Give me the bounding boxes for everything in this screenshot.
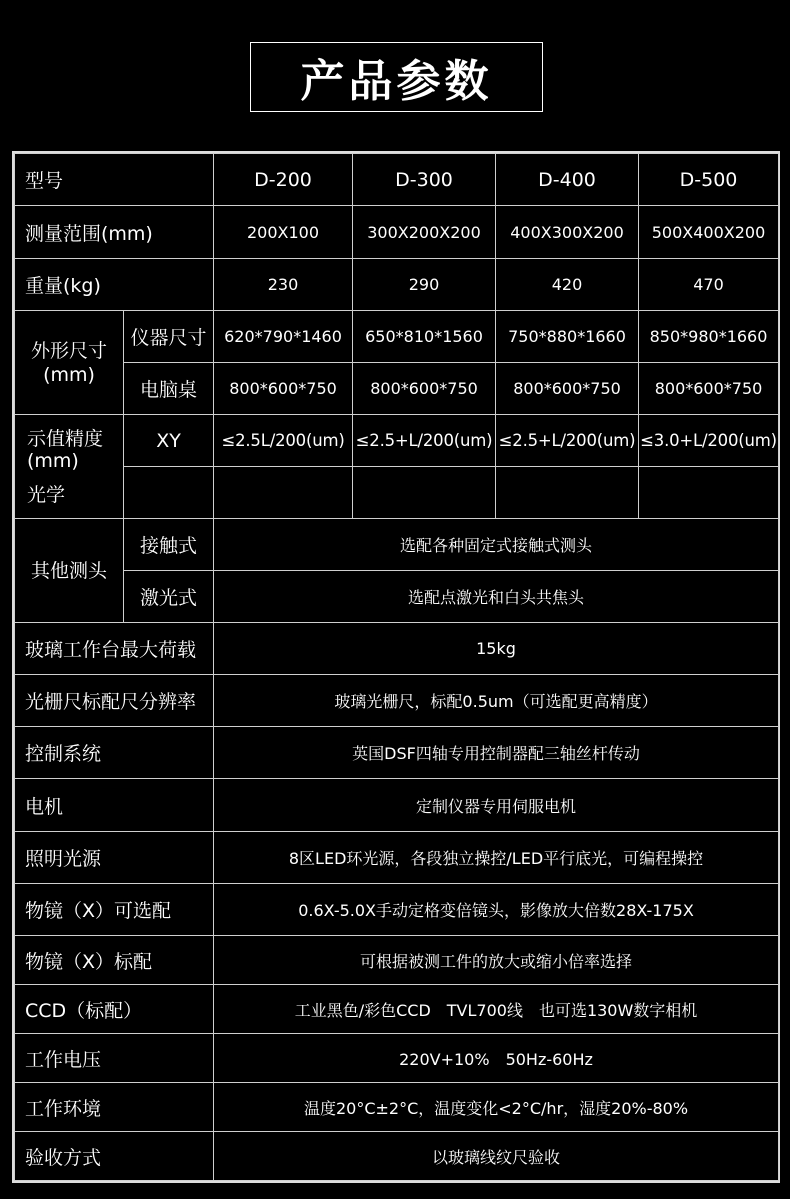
xy-cell: ≤3.0+L/200(um) xyxy=(639,415,779,467)
instrument-cell: 650*810*1560 xyxy=(353,311,496,363)
row-label-light: 照明光源 xyxy=(15,832,214,884)
table-row xyxy=(15,206,779,259)
objective-optional-value: 0.6X-5.0X手动定格变倍镜头，影像放大倍数28X-175X xyxy=(214,884,779,936)
table-row xyxy=(15,779,779,832)
environment-value: 温度20°C±2°C，温度变化<2°C/hr，湿度20%-80% xyxy=(214,1083,779,1132)
model-cell: D-300 xyxy=(353,154,496,206)
ccd-value: 工业黑色/彩色CCD TVL700线 也可选130W数字相机 xyxy=(214,985,779,1034)
load-value: 15kg xyxy=(214,623,779,675)
scale-value: 玻璃光栅尺，标配0.5um（可选配更高精度） xyxy=(214,675,779,727)
table-row xyxy=(15,727,779,779)
optical-empty-cell xyxy=(124,467,214,519)
desk-cell: 800*600*750 xyxy=(214,363,353,415)
row-group-probes: 其他测头 xyxy=(15,519,124,623)
model-cell: D-500 xyxy=(639,154,779,206)
row-label-control: 控制系统 xyxy=(15,727,214,779)
objective-standard-value: 可根据被测工件的放大或缩小倍率选择 xyxy=(214,936,779,985)
xy-cell: ≤2.5+L/200(um) xyxy=(353,415,496,467)
row-label-desk: 电脑桌 xyxy=(124,363,214,415)
range-cell: 300X200X200 xyxy=(353,206,496,259)
dim-label-line2: (mm) xyxy=(43,363,95,386)
row-label-environment: 工作环境 xyxy=(15,1083,214,1132)
instrument-cell: 750*880*1660 xyxy=(496,311,639,363)
light-value: 8区LED环光源，各段独立操控/LED平行底光，可编程操控 xyxy=(214,832,779,884)
row-label-objective-optional: 物镜（X）可选配 xyxy=(15,884,214,936)
table-row xyxy=(15,571,779,623)
row-label-weight: 重量(kg) xyxy=(15,259,214,311)
contact-value: 选配各种固定式接触式测头 xyxy=(214,519,779,571)
row-label-instrument: 仪器尺寸 xyxy=(124,311,214,363)
table-row xyxy=(15,1083,779,1132)
row-label-acceptance: 验收方式 xyxy=(15,1132,214,1181)
xy-cell: ≤2.5+L/200(um) xyxy=(496,415,639,467)
optical-empty-cell xyxy=(496,467,639,519)
spec-table xyxy=(12,151,780,1183)
weight-cell: 470 xyxy=(639,259,779,311)
table-row xyxy=(15,1132,779,1181)
acc-label-line3: 光学 xyxy=(27,483,66,506)
acc-label-line2: (mm) xyxy=(27,449,79,472)
acceptance-value: 以玻璃线纹尺验收 xyxy=(214,1132,779,1181)
row-label-load: 玻璃工作台最大荷载 xyxy=(15,623,214,675)
range-cell: 500X400X200 xyxy=(639,206,779,259)
optical-empty-cell xyxy=(639,467,779,519)
table-row xyxy=(15,832,779,884)
desk-cell: 800*600*750 xyxy=(353,363,496,415)
table-row xyxy=(15,467,779,519)
table-row xyxy=(15,936,779,985)
instrument-cell: 620*790*1460 xyxy=(214,311,353,363)
table-row xyxy=(15,884,779,936)
row-label-contact: 接触式 xyxy=(124,519,214,571)
table-row xyxy=(15,519,779,571)
voltage-value: 220V+10% 50Hz-60Hz xyxy=(214,1034,779,1083)
desk-cell: 800*600*750 xyxy=(639,363,779,415)
model-cell: D-200 xyxy=(214,154,353,206)
row-label-range: 测量范围(mm) xyxy=(15,206,214,259)
row-label-objective-standard: 物镜（X）标配 xyxy=(15,936,214,985)
table-row xyxy=(15,623,779,675)
table-row xyxy=(15,154,779,206)
table-row xyxy=(15,311,779,363)
row-label-model: 型号 xyxy=(15,154,214,206)
row-label-xy: XY xyxy=(124,415,214,467)
desk-cell: 800*600*750 xyxy=(496,363,639,415)
table-row xyxy=(15,259,779,311)
weight-cell: 290 xyxy=(353,259,496,311)
row-label-motor: 电机 xyxy=(15,779,214,832)
row-label-ccd: CCD（标配） xyxy=(15,985,214,1034)
weight-cell: 420 xyxy=(496,259,639,311)
acc-label-line1: 示值精度 xyxy=(27,427,104,450)
row-group-accuracy xyxy=(15,415,124,519)
table-row xyxy=(15,363,779,415)
weight-cell: 230 xyxy=(214,259,353,311)
xy-cell: ≤2.5L/200(um) xyxy=(214,415,353,467)
optical-empty-cell xyxy=(214,467,353,519)
model-cell: D-400 xyxy=(496,154,639,206)
dim-label-line1: 外形尺寸 xyxy=(30,339,107,362)
optical-empty-cell xyxy=(353,467,496,519)
instrument-cell: 850*980*1660 xyxy=(639,311,779,363)
range-cell: 400X300X200 xyxy=(496,206,639,259)
row-label-scale: 光栅尺标配尺分辨率 xyxy=(15,675,214,727)
page-title: 产品参数 xyxy=(250,42,543,112)
table-row xyxy=(15,985,779,1034)
motor-value: 定制仪器专用伺服电机 xyxy=(214,779,779,832)
row-group-dimensions xyxy=(15,311,124,415)
row-label-voltage: 工作电压 xyxy=(15,1034,214,1083)
row-label-laser: 激光式 xyxy=(124,571,214,623)
table-row xyxy=(15,675,779,727)
control-value: 英国DSF四轴专用控制器配三轴丝杆传动 xyxy=(214,727,779,779)
range-cell: 200X100 xyxy=(214,206,353,259)
table-row xyxy=(15,1034,779,1083)
table-row xyxy=(15,415,779,467)
laser-value: 选配点激光和白头共焦头 xyxy=(214,571,779,623)
